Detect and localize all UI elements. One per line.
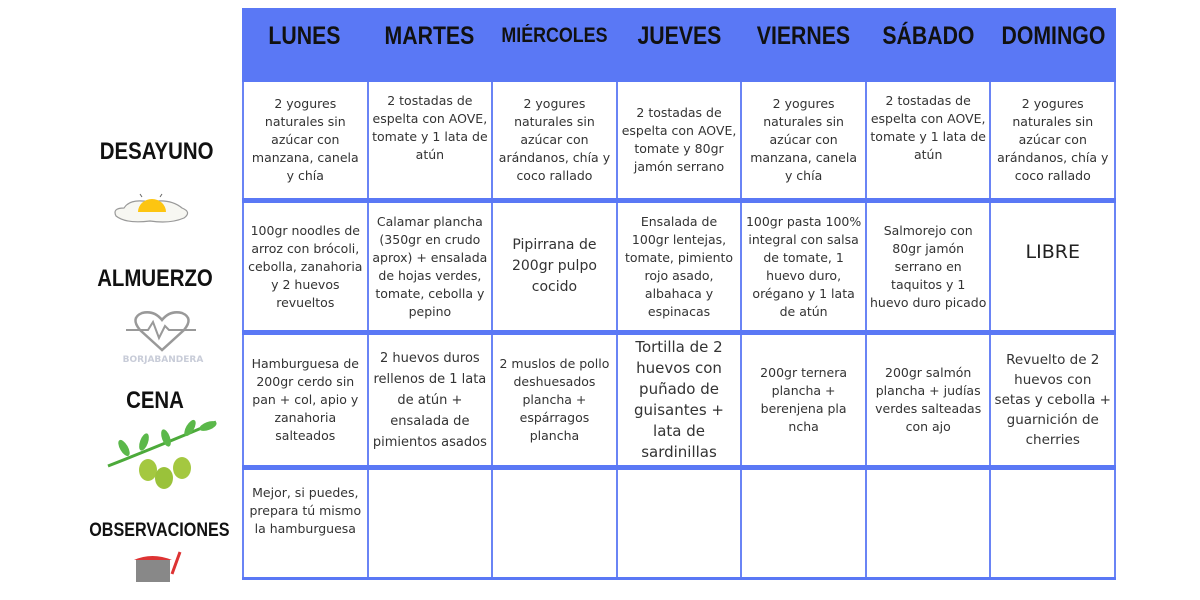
table-cell: 2 yogures naturales sin azúcar con arándanos, chía y coco rallado xyxy=(491,82,616,198)
table-cell: Revuelto de 2 huevos con setas y cebolla + guarnición de cherries xyxy=(989,335,1116,465)
almuerzo-row xyxy=(242,198,1116,330)
day-header: MIÉRCOLES xyxy=(501,24,608,47)
day-header: SÁBADO xyxy=(882,21,975,50)
table-cell: 2 yogures naturales sin azúcar con arándanos, chía y coco rallado xyxy=(989,82,1116,198)
table-cell: 2 muslos de pollo deshuesados plancha + espárragos plancha xyxy=(491,335,616,465)
table-cell: 2 yogures naturales sin azúcar con manzana, canela y chía xyxy=(740,82,865,198)
table-cell: 2 yogures naturales sin azúcar con manzana, canela y chía xyxy=(242,82,367,198)
table-cell: Mejor, si puedes, prepara tú mismo la hamburguesa xyxy=(242,470,367,577)
table-cell: LIBRE xyxy=(989,203,1116,330)
table-cell: Ensalada de 100gr lentejas, tomate, pimiento rojo asado, albahaca y espinacas xyxy=(616,203,741,330)
heart-fork-logo-icon xyxy=(122,308,202,352)
table-cell xyxy=(989,470,1116,577)
almuerzo-label: ALMUERZO xyxy=(97,265,213,292)
observaciones-label: OBSERVACIONES xyxy=(89,520,230,541)
day-header: MARTES xyxy=(384,21,475,50)
table-cell: 200gr salmón plancha + judías verdes salteadas con ajo xyxy=(865,335,990,465)
table-cell: Pipirrana de 200gr pulpo cocido xyxy=(491,203,616,330)
day-header: VIERNES xyxy=(757,21,851,50)
table-cell: 2 tostadas de espelta con AOVE, tomate y 1 lata de atún xyxy=(865,82,990,198)
logo-text: BORJABANDERA xyxy=(122,355,204,365)
cena-label: CENA xyxy=(126,387,184,414)
day-header: DOMINGO xyxy=(1001,21,1106,50)
table-cell: 100gr pasta 100% integral con salsa de tomate, 1 huevo duro, orégano y 1 lata de atún xyxy=(740,203,865,330)
table-cell: 200gr ternera plancha + berenjena pla ncha xyxy=(740,335,865,465)
table-cell: 2 huevos duros rellenos de 1 lata de atún + ensalada de pimientos asados xyxy=(367,335,492,465)
fried-egg-icon xyxy=(110,188,194,228)
cena-row xyxy=(242,330,1116,465)
table-cell xyxy=(367,470,492,577)
table-cell: Hamburguesa de 200gr cerdo sin pan + col, apio y zanahoria salteados xyxy=(242,335,367,465)
olive-branch-icon xyxy=(104,418,220,494)
cooking-pot-icon xyxy=(134,550,184,582)
table-cell: 2 tostadas de espelta con AOVE, tomate y 1 lata de atún xyxy=(367,82,492,198)
table-cell xyxy=(740,470,865,577)
table-cell: 100gr noodles de arroz con brócoli, cebolla, zanahoria y 2 huevos revueltos xyxy=(242,203,367,330)
day-header-row xyxy=(242,8,1116,80)
table-cell: Tortilla de 2 huevos con puñado de guisantes + lata de sardinillas xyxy=(616,335,741,465)
observaciones-row xyxy=(242,465,1116,577)
desayuno-row xyxy=(242,80,1116,198)
meal-plan-table xyxy=(242,8,1116,580)
desayuno-label: DESAYUNO xyxy=(99,138,214,165)
table-cell: 2 tostadas de espelta con AOVE, tomate y 80gr jamón serrano xyxy=(616,82,741,198)
table-cell: Salmorejo con 80gr jamón serrano en taquitos y 1 huevo duro picado xyxy=(865,203,990,330)
table-cell xyxy=(491,470,616,577)
day-header: JUEVES xyxy=(637,21,721,50)
table-cell xyxy=(865,470,990,577)
table-cell xyxy=(616,470,741,577)
day-header: LUNES xyxy=(268,21,341,50)
table-cell: Calamar plancha (350gr en crudo aprox) + ensalada de hojas verdes, tomate, cebolla y pepino xyxy=(367,203,492,330)
